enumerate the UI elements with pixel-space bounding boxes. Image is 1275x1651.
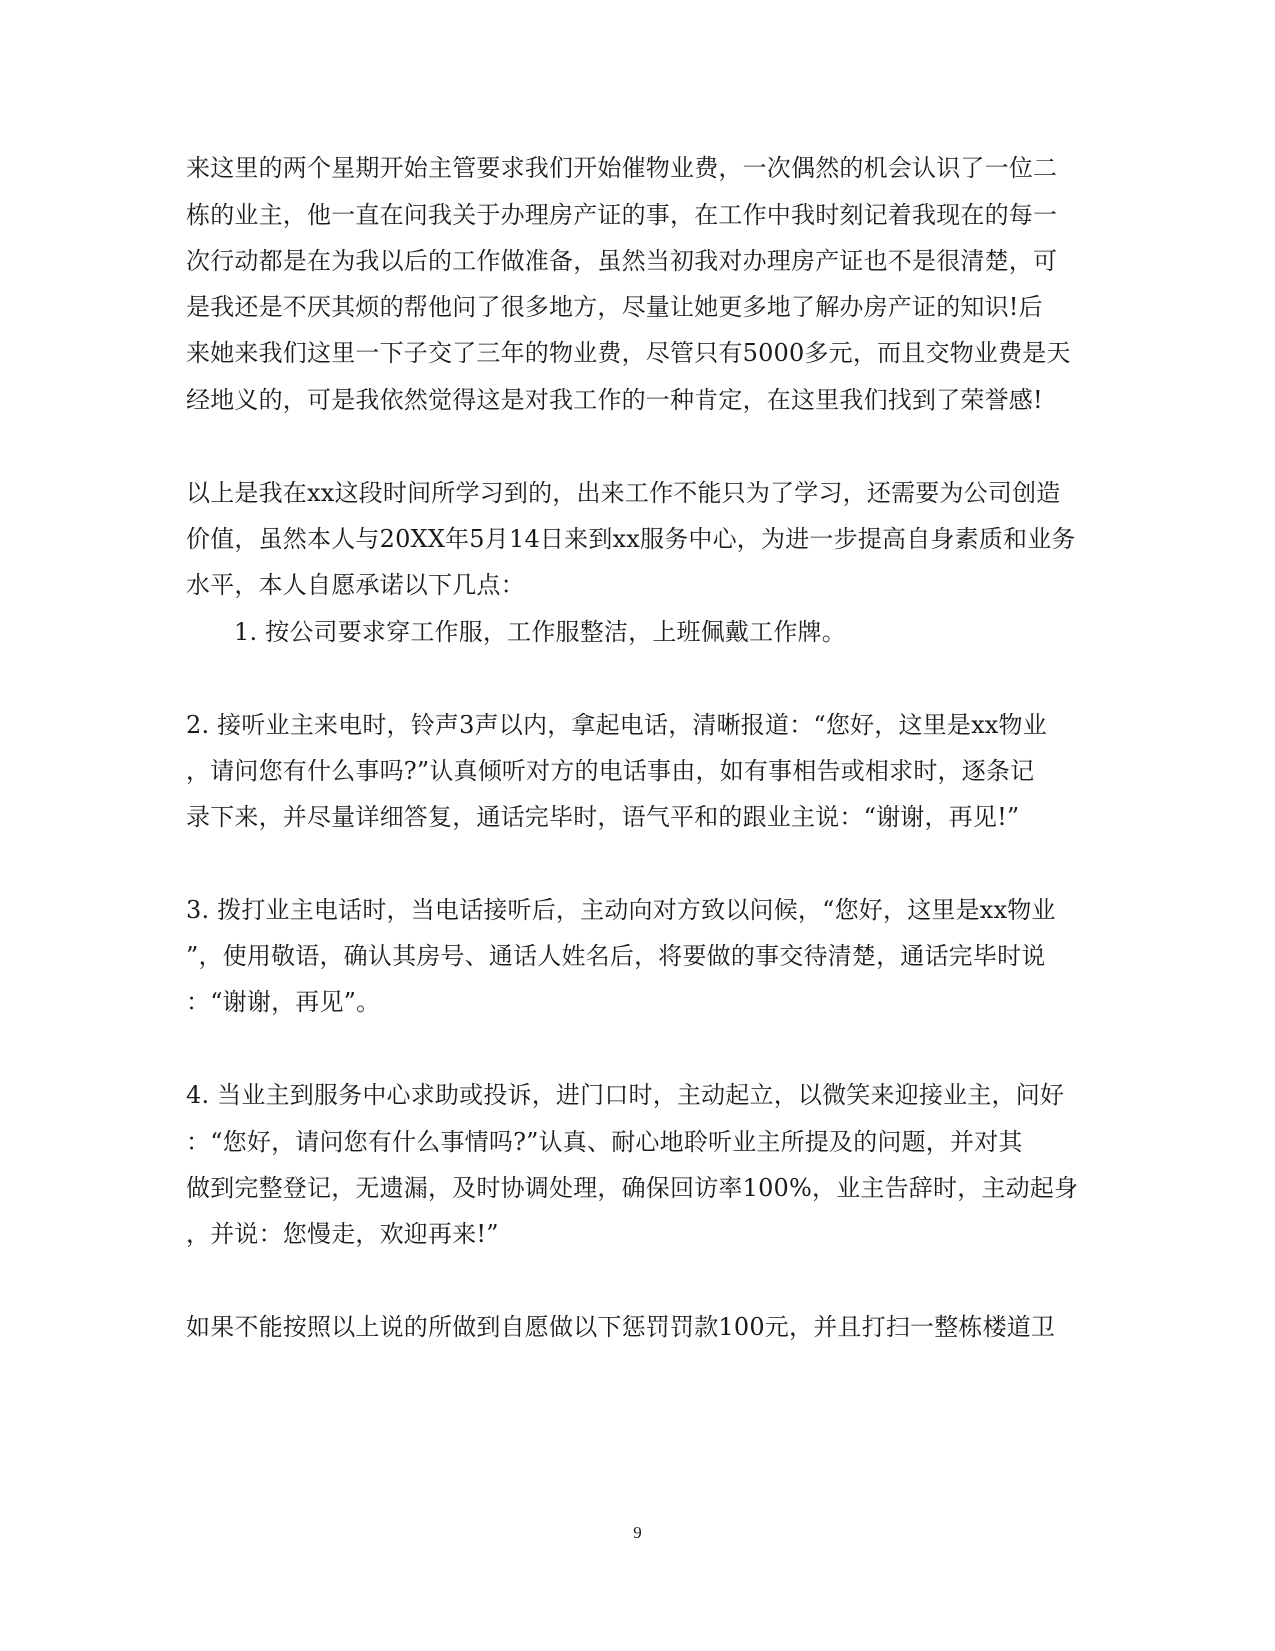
list-item-3-line: ：“谢谢，再见”。 xyxy=(186,988,381,1016)
paragraph-line: 经地义的，可是我依然觉得这是对我工作的一种肯定，在这里我们找到了荣誉感! xyxy=(186,386,1043,414)
list-item-2-line: 录下来，并尽量详细答复，通话完毕时，语气平和的跟业主说：“谢谢，再见!” xyxy=(186,803,1020,831)
list-item-3-line: 3. 拨打业主电话时，当电话接听后，主动向对方致以问候，“您好，这里是xx物业 xyxy=(186,896,1056,924)
paragraph-line: 以上是我在xx这段时间所学习到的，出来工作不能只为了学习，还需要为公司创造 xyxy=(186,479,1061,507)
list-item-2-line: 2. 接听业主来电时，铃声3声以内，拿起电话，清晰报道：“您好，这里是xx物业 xyxy=(186,711,1047,739)
paragraph-line: 栋的业主，他一直在问我关于办理房产证的事，在工作中我时刻记着我现在的每一 xyxy=(186,201,1058,229)
paragraph-line: 来这里的两个星期开始主管要求我们开始催物业费，一次偶然的机会认识了一位二 xyxy=(186,154,1058,182)
list-item-2-line: ，请问您有什么事吗?”认真倾听对方的电话事由，如有事相告或相求时，逐条记 xyxy=(186,757,1035,785)
paragraph-line: 是我还是不厌其烦的帮他问了很多地方，尽量让她更多地了解办房产证的知识!后 xyxy=(186,293,1043,321)
list-item-4-line: 做到完整登记，无遗漏，及时协调处理，确保回访率100%，业主告辞时，主动起身 xyxy=(186,1174,1079,1202)
paragraph-line: 水平，本人自愿承诺以下几点： xyxy=(186,571,525,599)
page-number: 9 xyxy=(633,1523,642,1542)
list-item-4-line: ：“您好，请问您有什么事情吗?”认真、耐心地聆听业主所提及的问题，并对其 xyxy=(186,1128,1023,1156)
paragraph-line: 来她来我们这里一下子交了三年的物业费，尽管只有5000多元，而且交物业费是天 xyxy=(186,339,1071,367)
list-item-4-line: 4. 当业主到服务中心求助或投诉，进门口时，主动起立，以微笑来迎接业主，问好 xyxy=(186,1081,1065,1109)
list-item-3-line: ”，使用敬语，确认其房号、通话人姓名后，将要做的事交待清楚，通话完毕时说 xyxy=(186,942,1046,970)
paragraph-line: 价值，虽然本人与20XX年5月14日来到xx服务中心，为进一步提高自身素质和业务 xyxy=(186,525,1076,553)
paragraph-line: 如果不能按照以上说的所做到自愿做以下惩罚罚款100元，并且打扫一整栋楼道卫 xyxy=(186,1313,1056,1341)
paragraph-line: 次行动都是在为我以后的工作做准备，虽然当初我对办理房产证也不是很清楚，可 xyxy=(186,247,1058,275)
list-item-4-line: ，并说：您慢走，欢迎再来!” xyxy=(186,1220,499,1248)
list-item-1: 1. 按公司要求穿工作服，工作服整洁，上班佩戴工作牌。 xyxy=(234,618,846,646)
